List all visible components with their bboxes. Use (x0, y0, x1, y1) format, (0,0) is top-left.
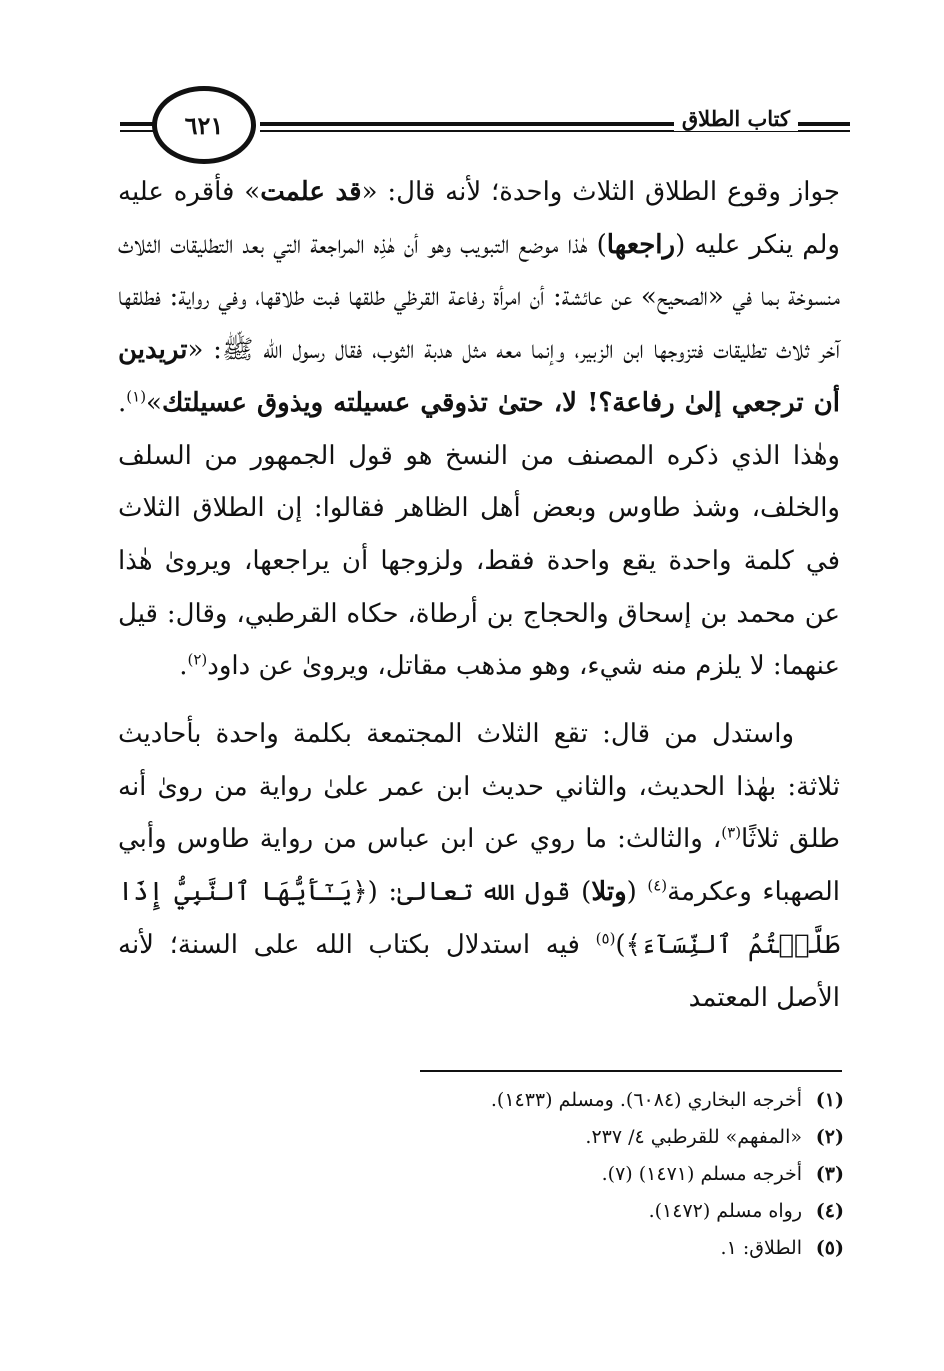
text-run: ) قول الله تعالىٰ: (﴿يَـٰٓأَيُّهَا ٱلنَّبِيُّ إِذَا طَلَّقۡتُمُ ٱلنِّسَآءَ﴾) (118, 877, 840, 960)
text-run: واستدل من قال: تقع الثلاث المجتمعة بكلمة واحدة بأحاديث ثلاثة: بهٰذا الحديث، والثاني حديث ابن عمر علىٰ رواية من روىٰ أنه طلق ثلاثًا (118, 719, 840, 855)
body-paragraph (118, 166, 840, 693)
footnote-item (344, 1156, 844, 1193)
text-run: فيه استدلال بكتاب الله على السنة؛ لأنه الأصل المعتمد (118, 929, 840, 1013)
footnote-number: (٢) (815, 1126, 844, 1148)
footnote-text: رواه مسلم (١٤٧٢). (648, 1200, 802, 1222)
footnotes (344, 1082, 844, 1267)
text-run: ( (626, 877, 648, 908)
text-run: جواز وقوع الطلاق الثلاث واحدة؛ لأنه قال: « (361, 177, 841, 207)
bold-quote-text: راجعها (606, 229, 676, 260)
footnote-marker: (٢) (187, 650, 208, 669)
footnote-marker: (٣) (721, 823, 742, 842)
footnote-item (344, 1082, 844, 1119)
text-run: » فأقره عليه ولم ينكر عليه ( (118, 177, 840, 260)
footnote-marker: (٤) (647, 876, 668, 895)
bold-quote-text: وتلا (591, 877, 627, 908)
text-run: ) هٰذا موضع التبويب وهو أن هٰذِه المراجعة التي بعد التطليقات الثلاث منسوخة بما في «الصحيح» عن عائشة: أن امرأة رفاعة القرظي طلقها فبت طلاقها، وفي رواية: فطلقها آخر ثلاث تطليقات فتزوجها ابن الزبير، وإنما معه مثل هدبة الثوب، فقال رسول الله ﷺ: « (118, 229, 840, 366)
body-paragraph (118, 708, 840, 1024)
footnote-text: أخرجه البخاري (٦٠٨٤). ومسلم (١٤٣٣). (490, 1089, 802, 1111)
footnote-number: (٤) (815, 1200, 844, 1222)
footnote-text: أخرجه مسلم (١٤٧١) (٧). (601, 1163, 802, 1185)
text-run: ، والثالث: ما روي عن ابن عباس من رواية طاوس وأبي الصهباء وعكرمة (118, 824, 840, 908)
footnote-item (344, 1230, 844, 1267)
text-run: » (146, 387, 162, 418)
footnote-number: (٥) (815, 1237, 844, 1259)
footnote-marker: (١) (126, 387, 147, 406)
footnote-number: (١) (815, 1089, 844, 1111)
footnote-item (344, 1119, 844, 1156)
text-run: . وهٰذا الذي ذكره المصنف من النسخ هو قول الجمهور من السلف والخلف، وشذ طاوس وبعض أهل الظاهر فقالوا: إن الطلاق الثلاث في كلمة واحدة يقع واحدة فقط، ولزوجها أن يراجعها، ويروىٰ هٰذا عن محمد بن إسحاق والحجاج بن أرطاة، حكاه القرطبي، وقال: قيل عنهما: لا يلزم منه شيء، وهو مذهب مقاتل، ويروىٰ عن داود (118, 387, 840, 682)
page-number: ٦٢١ (184, 110, 224, 140)
footnote-item (344, 1193, 844, 1230)
text-run: . (179, 651, 188, 682)
page-number-badge (152, 86, 256, 164)
bold-quote-text: قد علمت (260, 177, 362, 207)
footnote-divider (420, 1070, 842, 1072)
bold-quote-text: تريدين أن ترجعي إلىٰ رفاعة؟! لا، حتىٰ تذوقي عسيلته ويذوق عسيلتك (118, 335, 840, 418)
main-text (118, 166, 840, 1024)
running-title: كتاب الطلاق (674, 106, 798, 131)
footnote-number: (٣) (815, 1163, 844, 1185)
footnote-marker: (٥) (595, 929, 616, 948)
footnote-text: الطلاق: ١. (720, 1237, 802, 1259)
footnote-text: «المفهم» للقرطبي ٤/ ٢٣٧. (585, 1126, 802, 1148)
